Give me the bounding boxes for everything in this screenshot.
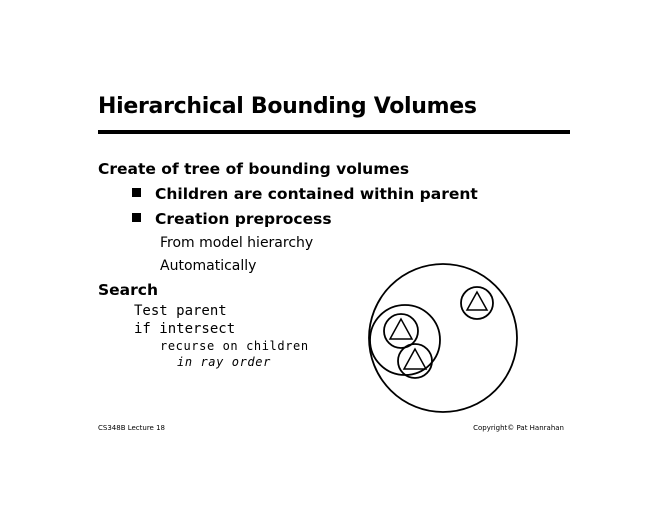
bullet-creation-preprocess-label: Creation preprocess bbox=[155, 210, 332, 228]
bounding-volume-hierarchy-diagram bbox=[365, 260, 525, 420]
bullet-creation-preprocess bbox=[132, 210, 332, 228]
bullet-children-contained bbox=[132, 185, 478, 203]
footer-copyright: Copyright© Pat Hanrahan bbox=[473, 424, 564, 432]
code-recurse-children: recurse on children bbox=[160, 339, 309, 353]
square-bullet-icon bbox=[132, 188, 141, 197]
bullet-children-contained-label: Children are contained within parent bbox=[155, 185, 478, 203]
triangle-right bbox=[467, 292, 487, 310]
code-test-parent: Test parent bbox=[134, 303, 227, 319]
triangle-lower bbox=[404, 349, 426, 369]
bullet-search: Search bbox=[98, 281, 159, 299]
triangle-upper bbox=[390, 319, 412, 339]
code-in-ray-order: in ray order bbox=[177, 355, 271, 369]
child-bounding-circle bbox=[370, 305, 440, 375]
footer-course: CS348B Lecture 18 bbox=[98, 424, 165, 432]
subitem-automatically: Automatically bbox=[160, 258, 257, 274]
subitem-model-hierarchy: From model hierarchy bbox=[160, 235, 314, 251]
code-if-intersect: if intersect bbox=[134, 321, 236, 337]
title-underline bbox=[98, 130, 570, 134]
slide-title: Hierarchical Bounding Volumes bbox=[98, 94, 477, 119]
bullet-create-tree: Create of tree of bounding volumes bbox=[98, 160, 410, 178]
square-bullet-icon bbox=[132, 213, 141, 222]
